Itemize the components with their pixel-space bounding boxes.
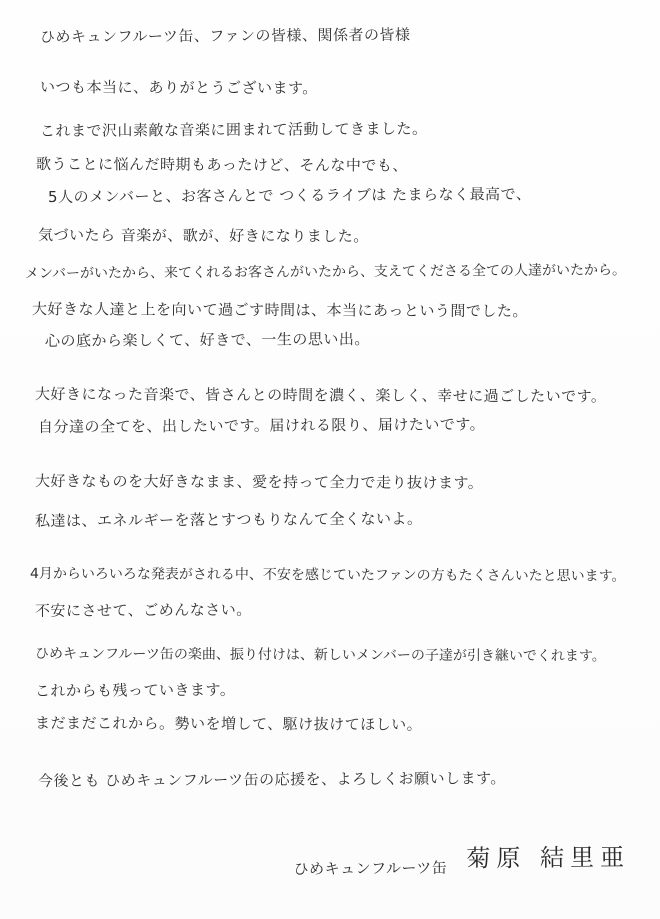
letter-line: まだまだこれから。勢いを増して、駆け抜けてほしい。 [34, 714, 423, 734]
letter-line: 気づいたら 音楽が、歌が、好きになりました。 [37, 226, 369, 246]
letter-line: 心の底から楽しくて、好きで、一生の思い出。 [44, 330, 370, 350]
letter-line: 歌うことに悩んだ時期もあったけど、そんな中でも、 [35, 155, 408, 175]
letter-line: 私達は、エネルギーを落とすつもりなんて全くないよ。 [34, 509, 423, 530]
letter-line-closing: 今後とも ひめキュンフルーツ缶の応援を、よろしくお願いします。 [37, 769, 506, 790]
letter-line: これまで沢山素敵な音楽に囲まれて活動してきました。 [39, 119, 428, 140]
letter-line: 4月からいろいろな発表がされる中、不安を感じていたファンの方もたくさんいたと思います。 [29, 566, 626, 585]
letter-line-apology: 不安にさせて、ごめんなさい。 [34, 600, 252, 620]
letter-line: 大好きになった音楽で、皆さんとの時間を濃く、楽しく、幸せに過ごしたいです。 [34, 385, 607, 406]
signature-person-name: 菊原 結里亜 [466, 843, 631, 873]
letter-line: 大好きな人達と上を向いて過ごす時間は、本当にあっという間でした。 [31, 300, 528, 321]
letter-line: 大好きなものを大好きなまま、愛を持って全力で走り抜けます。 [34, 472, 484, 492]
signature-group-name: ひめキュンフルーツ缶 [293, 858, 448, 879]
letter-line-thanks: いつも本当に、ありがとうございます。 [39, 78, 318, 98]
letter-line: ひめキュンフルーツ缶の楽曲、振り付けは、新しいメンバーの子達が引き継いでくれます。 [34, 646, 606, 665]
signature-block [0, 837, 630, 877]
letter-line: これからも残っていきます。 [34, 680, 236, 700]
letter-line-salutation: ひめキュンフルーツ缶、ファンの皆様、関係者の皆様 [39, 25, 411, 46]
letter-line: 5人のメンバーと、お客さんとで つくるライブは たまらなく最高で、 [47, 185, 532, 206]
letter-line: 自分達の全てを、出したいです。届けれる限り、届けたいです。 [37, 415, 486, 436]
letter-line: メンバーがいたから、来てくれるお客さんがいたから、支えてくださる全ての人達がいたから。 [24, 262, 627, 282]
